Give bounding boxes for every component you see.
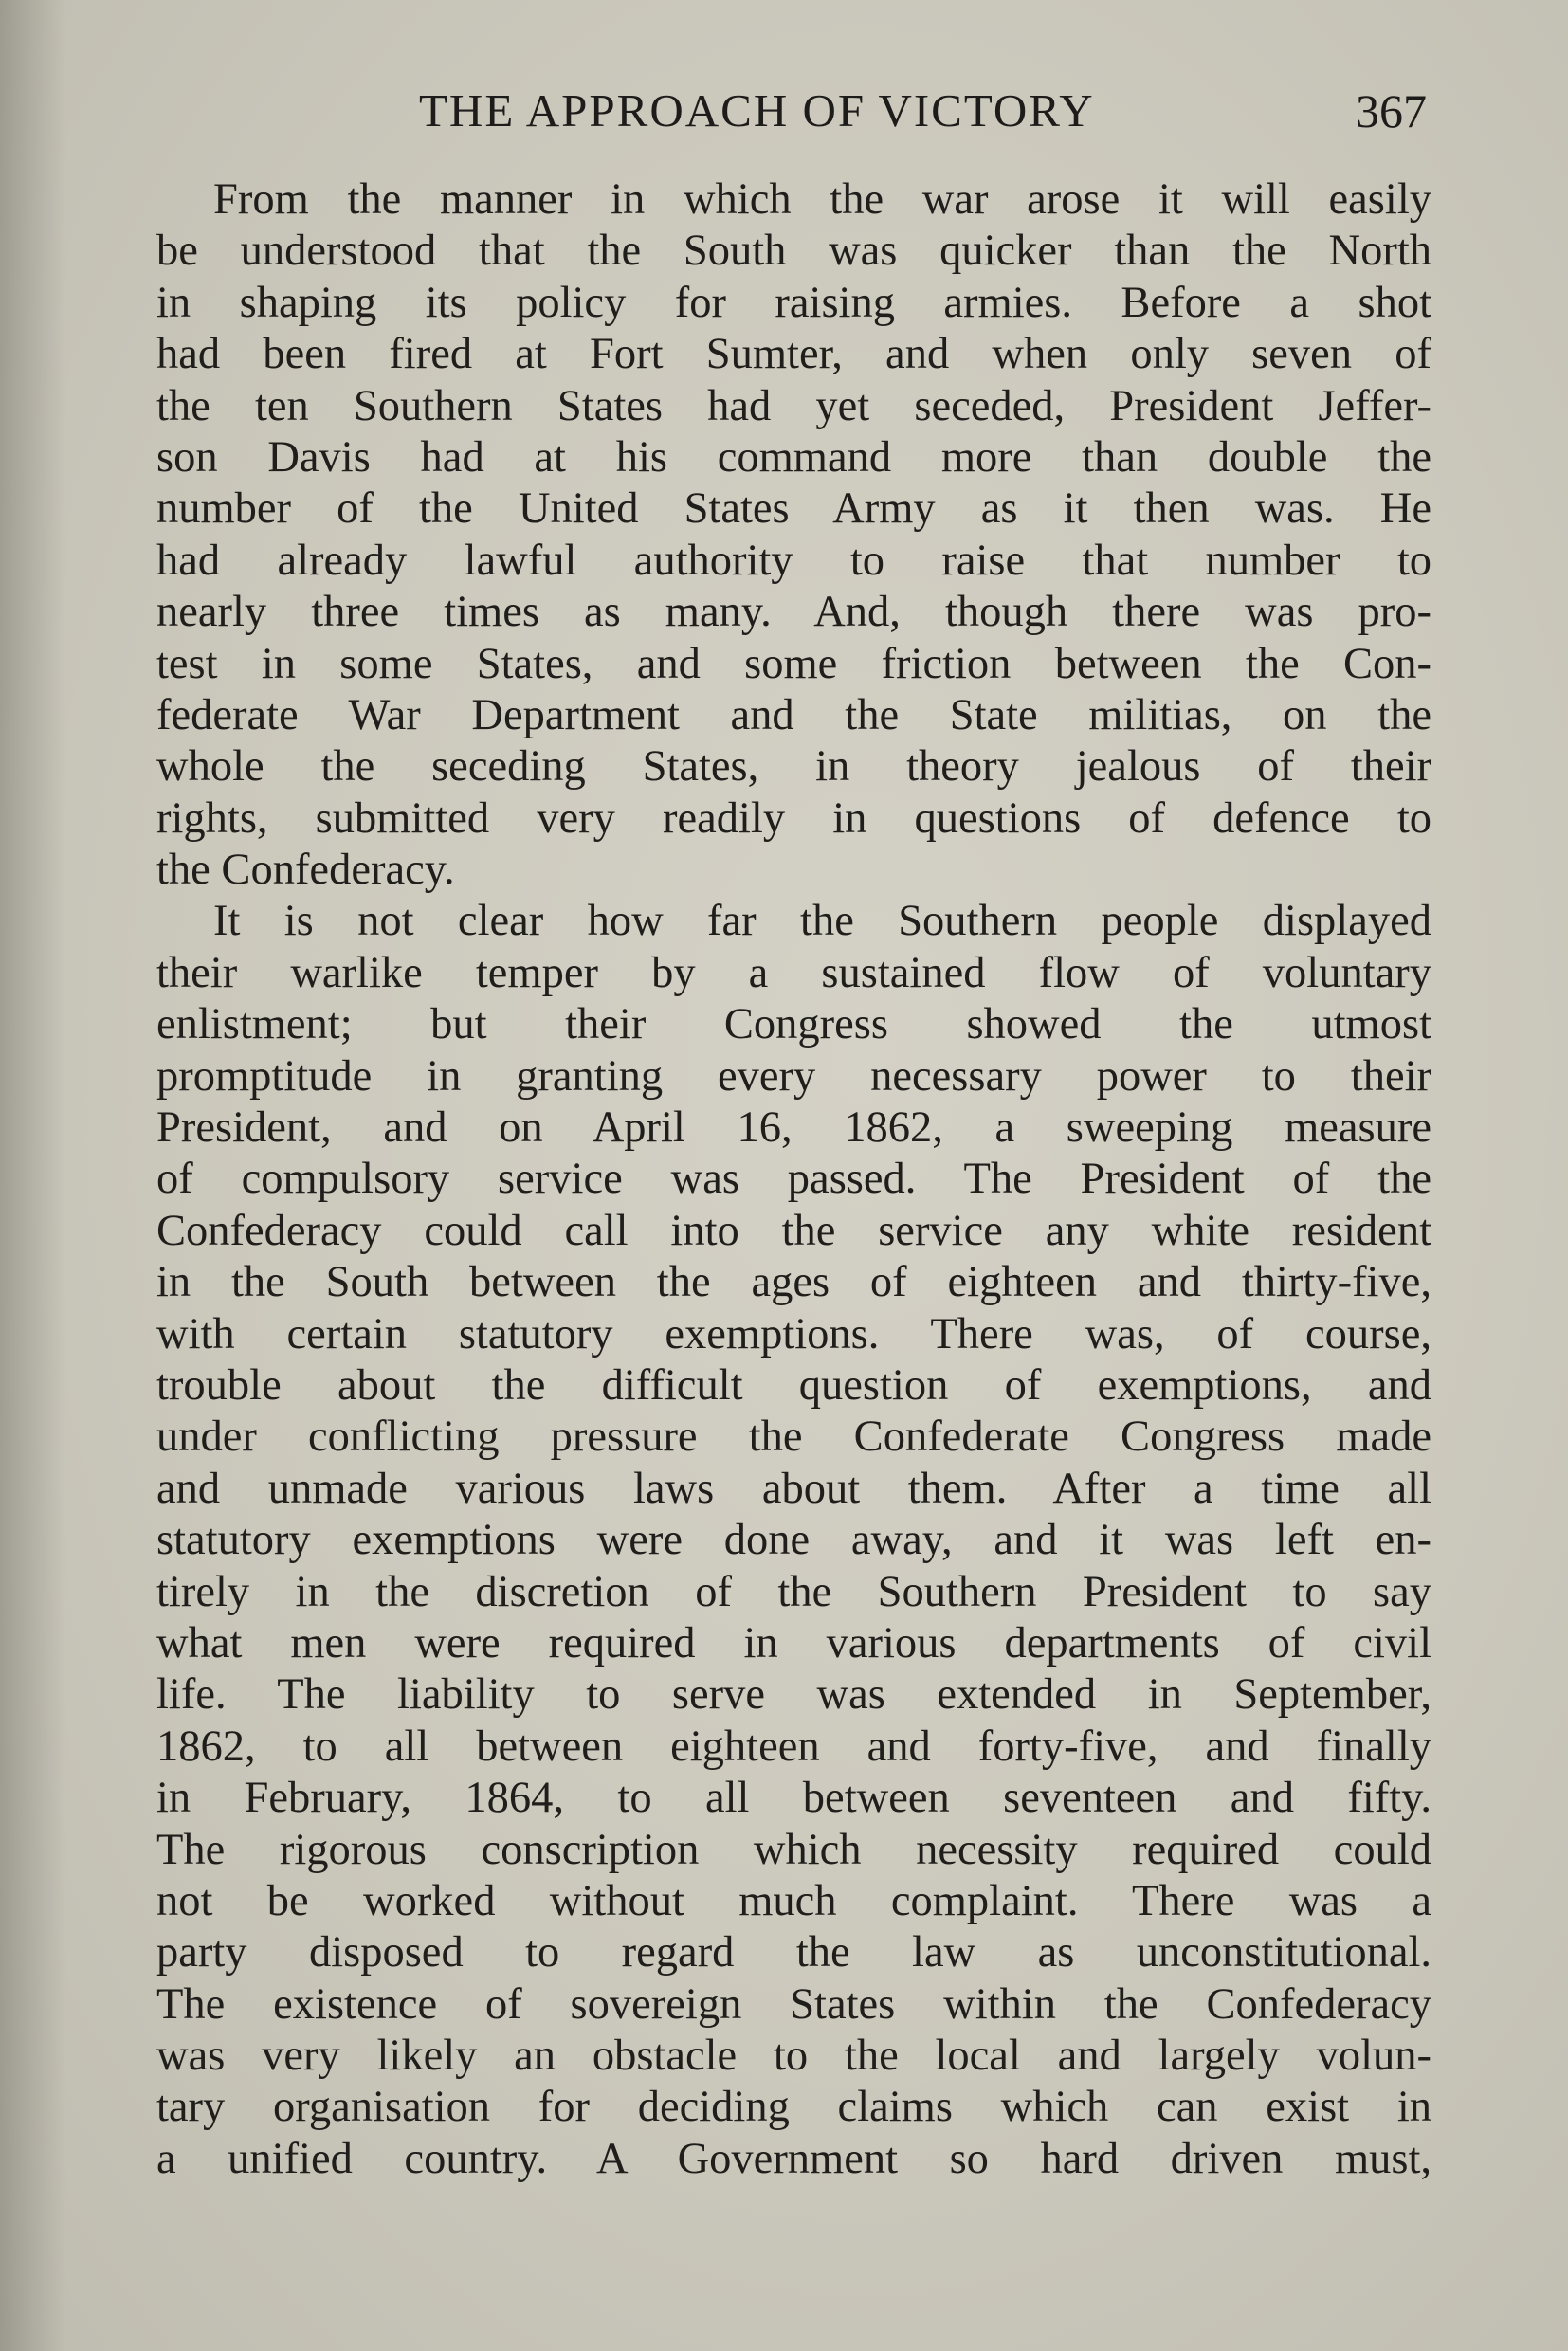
text-line: was very likely an obstacle to the local and largely volun- xyxy=(156,2032,1431,2081)
text-line: a unified country. A Government so hard driven must, xyxy=(156,2134,1431,2183)
text-line: federate War Department and the State militias, on the xyxy=(156,690,1431,739)
text-line: life. The liability to serve was extended in September, xyxy=(156,1670,1431,1720)
text-line: statutory exemptions were done away, and it was left en- xyxy=(156,1516,1431,1565)
text-line: in February, 1864, to all between seventeen and fifty. xyxy=(156,1774,1431,1823)
text-line: the ten Southern States had yet seceded, President Jeffer- xyxy=(156,381,1431,430)
text-line: rights, submitted very readily in questions of defence to xyxy=(156,793,1431,843)
text-line: party disposed to regard the law as unconstitutional. xyxy=(156,1928,1431,1977)
text-line: son Davis had at his command more than double the xyxy=(156,432,1431,482)
text-line: trouble about the difficult question of exemptions, and xyxy=(156,1360,1431,1410)
text-line: The rigorous conscription which necessity required could xyxy=(156,1825,1431,1874)
text-line: be understood that the South was quicker than the North xyxy=(156,227,1431,276)
text-line: tirely in the discretion of the Southern President to say xyxy=(156,1567,1431,1616)
page-gutter-shadow xyxy=(0,0,66,2351)
text-line: not be worked without much complaint. There was a xyxy=(156,1876,1431,1925)
text-line: had already lawful authority to raise that number to xyxy=(156,536,1431,585)
text-line: number of the United States Army as it then was. He xyxy=(156,484,1431,534)
page-number: 367 xyxy=(1356,84,1427,137)
text-line: under conflicting pressure the Confederate Congress made xyxy=(156,1412,1431,1462)
running-title: THE APPROACH OF VICTORY xyxy=(419,84,1095,137)
text-line: It is not clear how far the Southern people displayed xyxy=(213,897,1431,946)
text-line: their warlike temper by a sustained flow of voluntary xyxy=(156,948,1431,997)
text-line: promptitude in granting every necessary power to their xyxy=(156,1051,1431,1101)
text-line: Confederacy could call into the service any white resident xyxy=(156,1206,1431,1255)
text-line: test in some States, and some friction between the Con- xyxy=(156,639,1431,688)
text-line: in shaping its policy for raising armies. Before a shot xyxy=(156,278,1431,327)
text-line: tary organisation for deciding claims which can exist in xyxy=(156,2083,1431,2132)
text-line: 1862, to all between eighteen and forty-five, and finally xyxy=(156,1722,1431,1771)
page-header xyxy=(156,83,1427,150)
text-line: nearly three times as many. And, though there was pro- xyxy=(156,588,1431,637)
text-line: The existence of sovereign States within the Confederacy xyxy=(156,1979,1431,2029)
paragraph-1 xyxy=(156,174,1431,896)
text-line: and unmade various laws about them. After a time all xyxy=(156,1464,1431,1513)
text-line: with certain statutory exemptions. There was, of course, xyxy=(156,1309,1431,1358)
text-line: had been fired at Fort Sumter, and when only seven of xyxy=(156,330,1431,379)
text-line: what men were required in various departments of civil xyxy=(156,1618,1431,1668)
text-line: the Confederacy. xyxy=(156,846,455,895)
paragraph-2 xyxy=(156,896,1431,2185)
text-line: of compulsory service was passed. The President of the xyxy=(156,1155,1431,1204)
body-text xyxy=(156,174,1431,2185)
text-line: President, and on April 16, 1862, a sweeping measure xyxy=(156,1103,1431,1153)
text-line: enlistment; but their Congress showed the utmost xyxy=(156,1000,1431,1049)
text-line: From the manner in which the war arose it will easily xyxy=(213,175,1431,224)
text-line: in the South between the ages of eighteen and thirty-five, xyxy=(156,1258,1431,1307)
text-line: whole the seceding States, in theory jealous of their xyxy=(156,742,1431,792)
